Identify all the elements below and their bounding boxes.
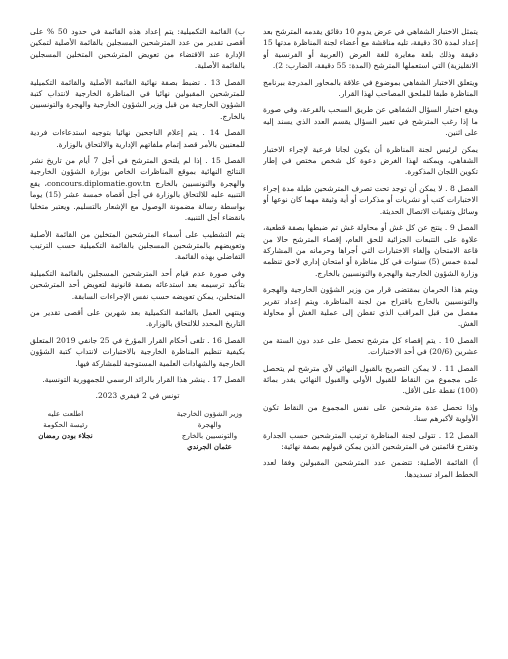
signature-head-of-government [30, 408, 101, 452]
paragraph: يمكن لرئيس لجنة المناظرة أن يكون لجانا فرعية لإجراء الاختبار الشفاهي، ويمكنه لهذا الغرض دعوة كل شخص مختص في إطار تكوين اللجان المذكورة. [263, 144, 478, 177]
paragraph: ويتم هذا الحرمان بمقتضى قرار من وزير الشؤون الخارجية والهجرة والتونسيين بالخارج باقتراح من لجنة المناظرة. ويتم إعداد تقرير مفصل من قبل المراقب الذي تفطن إلى عملية الغش أو محاولة الغش. [263, 285, 478, 329]
article-12: الفصل 12 . تتولى لجنة المناظرة ترتيب المترشحين حسب الجدارة وتقترح قائمتين في المترشحين الذين يمكن قبولهم بصفة نهائية: [263, 430, 478, 451]
paragraph: ويقع اختيار السؤال الشفاهي عن طريق السحب بالقرعة، وفي صورة ما إذا رغب المترشح في تغيير السؤال يقسم العدد الذي يسند إليه على اثنين. [263, 105, 478, 138]
article-15: الفصل 15 . إذا لم يلتحق المترشح في أجل 7 أيام من تاريخ نشر النتائج النهائية بموقع المناظرات الخاص بوزارة الشؤون الخارجية والهجرة والتونسيين بالخارج concours.diplomatie.gov.tn، يقع التنبيه عليه للالتحاق بالوزارة في أجل أقصاه خمسة عشر (15) يوما بواسطة رسالة مضمونة الوصول مع الإشعار بالتسليم. ويعتبر متخليا بانقضاء أجل التنبيه. [30, 156, 245, 223]
article-17: الفصل 17 . ينشر هذا القرار بالرائد الرسمي للجمهورية التونسية. [42, 374, 245, 384]
date-line: تونس في 2 فيفري 2023. [95, 391, 180, 401]
signature-name: نجلاء بودن رمضان [38, 430, 93, 440]
article-10: الفصل 10 . يتم إقصاء كل مترشح تحصل على عدد دون الستة من عشرين (20/6) في أحد الاختبارات. [263, 335, 478, 357]
article-13: الفصل 13 . تضبط بصفة نهائية القائمة الأصلية والقائمة التكميلية للمترشحين المقبولين نهائيا في المناظرة الخارجية لانتداب كتبة الشؤون الخارجية من قبل وزير الشؤون الخارجية والهجرة والتونسيين بالخارج. [30, 77, 245, 121]
paragraph: ويتعلق الاختبار الشفاهي بموضوع في علاقة بالمحاور المدرجة ببرنامج المناظرة طبقا للملحق المصاحب لهذا القرار. [263, 77, 478, 99]
right-column [263, 26, 478, 649]
paragraph: وفي صورة عدم قيام أحد المترشحين المسجلين بالقائمة التكميلية بتأكيد ترسيمه بعد استدعائه بصفة قانونية لتعويض أحد المترشحين المتخلين، يمكن تعويضه حسب نفس الإجراءات السابقة. [30, 268, 245, 301]
article-14: الفصل 14 . يتم إعلام الناجحين نهائيا بتوجيه استدعاءات فردية للمعنيين بالأمر قصد إتمام ملفاتهم الإدارية والالتحاق بالوزارة. [30, 128, 245, 149]
paragraph: يتم التشطيب على أسماء المترشحين المتخلين من القائمة الأصلية وتعويضهم بالمترشحين المسجلين بالقائمة التكميلية حسب الترتيب التفاضلي بهذه القائمة. [30, 229, 245, 262]
paragraph: ب) القائمة التكميلية: يتم إعداد هذه القائمة في حدود 50 % على أقصى تقدير من عدد المترشحين المسجلين بالقائمة الأصلية لتمكين الإدارة عند الاقتضاء من تعويض المترشحين المتخلين المسجلين بالقائمة الأصلية. [30, 27, 245, 71]
signature-role: اطلعت عليه رئيسة الحكومة [43, 408, 88, 429]
paragraph: يتمثل الاختبار الشفاهي في عرض يدوم 10 دقائق يقدمه المترشح بعد إعداد لمدة 30 دقيقة، تليه مناقشة مع أعضاء لجنة المناظرة مدتها 15 دقيقة وذلك بلغة مغايرة للغة العرض (العربية أو الفرنسية أو الانقليزية) التي استعملها المترشح (المدة: 55 دقيقة، الضارب: 2). [263, 27, 478, 71]
paragraph: أ) القائمة الأصلية: تتضمن عدد المترشحين المقبولين وفقا لعدد الخطط المراد تسديدها. [263, 458, 478, 479]
signature-role: وزير الشؤون الخارجية والهجرة والتونسيين بالخارج [176, 408, 243, 440]
signature-name: عثمان الجرندي [187, 441, 232, 451]
left-column [30, 26, 245, 649]
paragraph: وإذا تحصل عدة مترشحين على نفس المجموع من النقاط تكون الأولوية لأكبرهم سنا. [263, 402, 478, 424]
paragraph: وينتهي العمل بالقائمة التكميلية بعد شهرين على أقصى تقدير من التاريخ المحدد للالتحاق بالوزارة. [30, 307, 245, 329]
article-9: الفصل 9 . ينتج عن كل غش أو محاولة غش تم ضبطها بصفة قطعية، علاوة على التتبعات الجزائية للحق العام، إقصاء المترشح حالا من قاعة الامتحان وإلغاء الاختبارات التي أجراها وحرمانه من المشاركة لمدة خمس (5) سنوات في كل مناظرة أو امتحان إداري لاحق تنظمه وزارة الشؤون الخارجية والهجرة والتونسيين بالخارج. [263, 223, 478, 278]
signature-block [30, 408, 245, 452]
article-8: الفصل 8 . لا يمكن أن توجد تحت تصرف المترشحين طيلة مدة إجراء الاختبارات كتب أو نشريات أو مذكرات أو أية وثيقة مهما كان نوعها أو وسائل وتقنيات الاتصال الحديثة. [263, 183, 478, 216]
signature-minister [174, 408, 245, 452]
article-16: الفصل 16 . تلغى أحكام القرار المؤرخ في 25 جانفي 2019 المتعلق بكيفية تنظيم المناظرة الخارجية بالاختبارات لانتداب كتبة الشؤون الخارجية والشهادات العلمية المستوجبة للمشاركة فيها. [30, 335, 245, 368]
article-11: الفصل 11 . لا يمكن التصريح بالقبول النهائي لأي مترشح لم يتحصل على مجموع من النقاط للقبول الأولي والقبول النهائي يقدر بمائة (100) نقطة على الأقل. [263, 363, 478, 396]
two-column-body [30, 26, 478, 649]
